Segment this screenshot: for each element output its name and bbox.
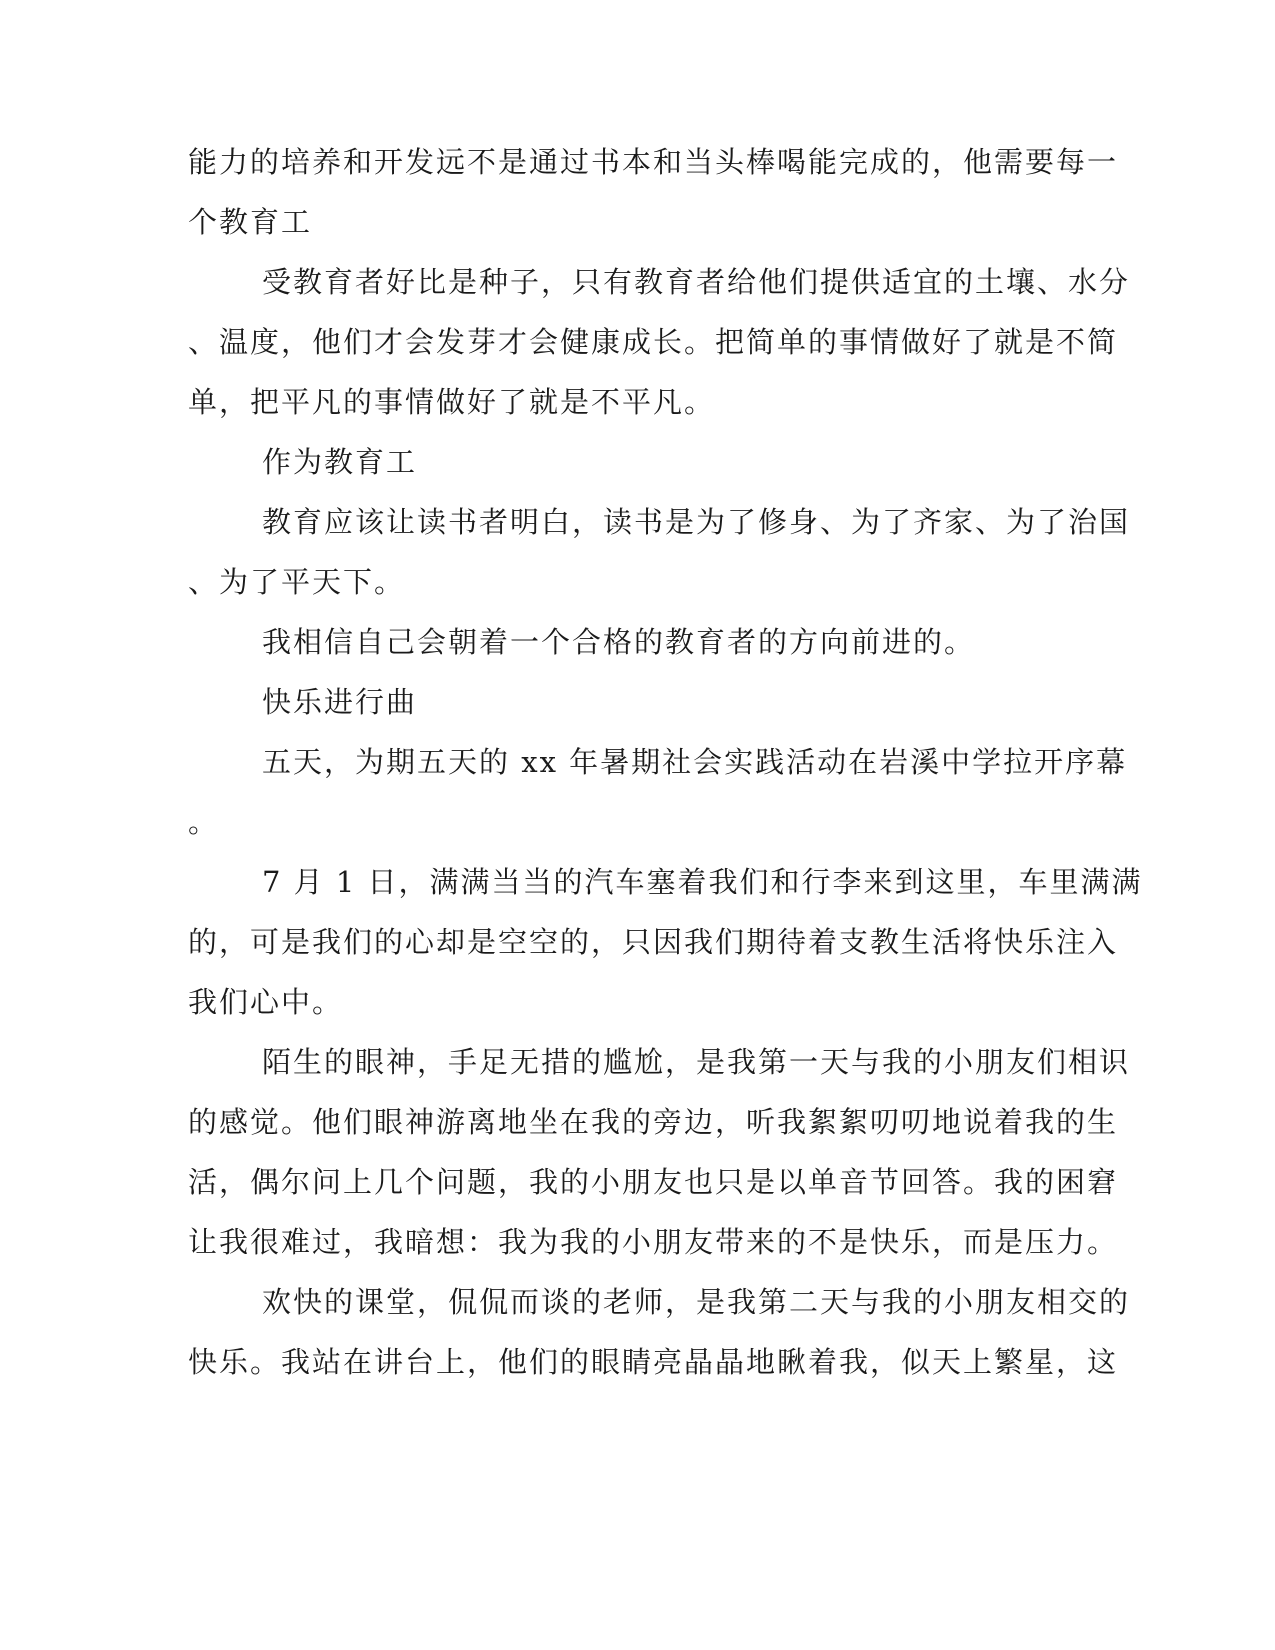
text-line: 陌生的眼神，手足无措的尴尬，是我第一天与我的小朋友们相识 [262, 1045, 1131, 1079]
text-line: 、温度，他们才会发芽才会健康成长。把简单的事情做好了就是不简 [188, 325, 1119, 359]
text-line: 受教育者好比是种子，只有教育者给他们提供适宜的土壤、水分 [262, 265, 1131, 299]
text-line: 个教育工 [188, 205, 313, 239]
text-line: 、为了平天下。 [188, 565, 406, 599]
text-line: 快乐进行曲 [262, 685, 418, 719]
text-line: 让我很难过，我暗想：我为我的小朋友带来的不是快乐，而是压力。 [188, 1225, 1119, 1259]
text-line: 单，把平凡的事情做好了就是不平凡。 [188, 385, 716, 419]
text-line: 欢快的课堂，侃侃而谈的老师，是我第二天与我的小朋友相交的 [262, 1285, 1131, 1319]
text-line: 7 月 1 日，满满当当的汽车塞着我们和行李来到这里，车里满满 [262, 865, 1143, 899]
document-body [188, 132, 1143, 1392]
text-line: 能力的培养和开发远不是通过书本和当头棒喝能完成的，他需要每一 [188, 145, 1119, 179]
text-line: 我相信自己会朝着一个合格的教育者的方向前进的。 [262, 625, 976, 659]
text-line: 的，可是我们的心却是空空的，只因我们期待着支教生活将快乐注入 [188, 925, 1119, 959]
text-line: 我们心中。 [188, 985, 344, 1019]
text-line: 作为教育工 [262, 445, 418, 479]
text-line: 的感觉。他们眼神游离地坐在我的旁边，听我絮絮叨叨地说着我的生 [188, 1105, 1119, 1139]
text-line: 活，偶尔问上几个问题，我的小朋友也只是以单音节回答。我的困窘 [188, 1165, 1119, 1199]
text-line: 。 [188, 805, 220, 839]
text-line: 五天，为期五天的 xx 年暑期社会实践活动在岩溪中学拉开序幕 [262, 745, 1128, 779]
text-line: 快乐。我站在讲台上，他们的眼睛亮晶晶地瞅着我，似天上繁星，这 [188, 1345, 1119, 1379]
text-line: 教育应该让读书者明白，读书是为了修身、为了齐家、为了治国 [262, 505, 1131, 539]
